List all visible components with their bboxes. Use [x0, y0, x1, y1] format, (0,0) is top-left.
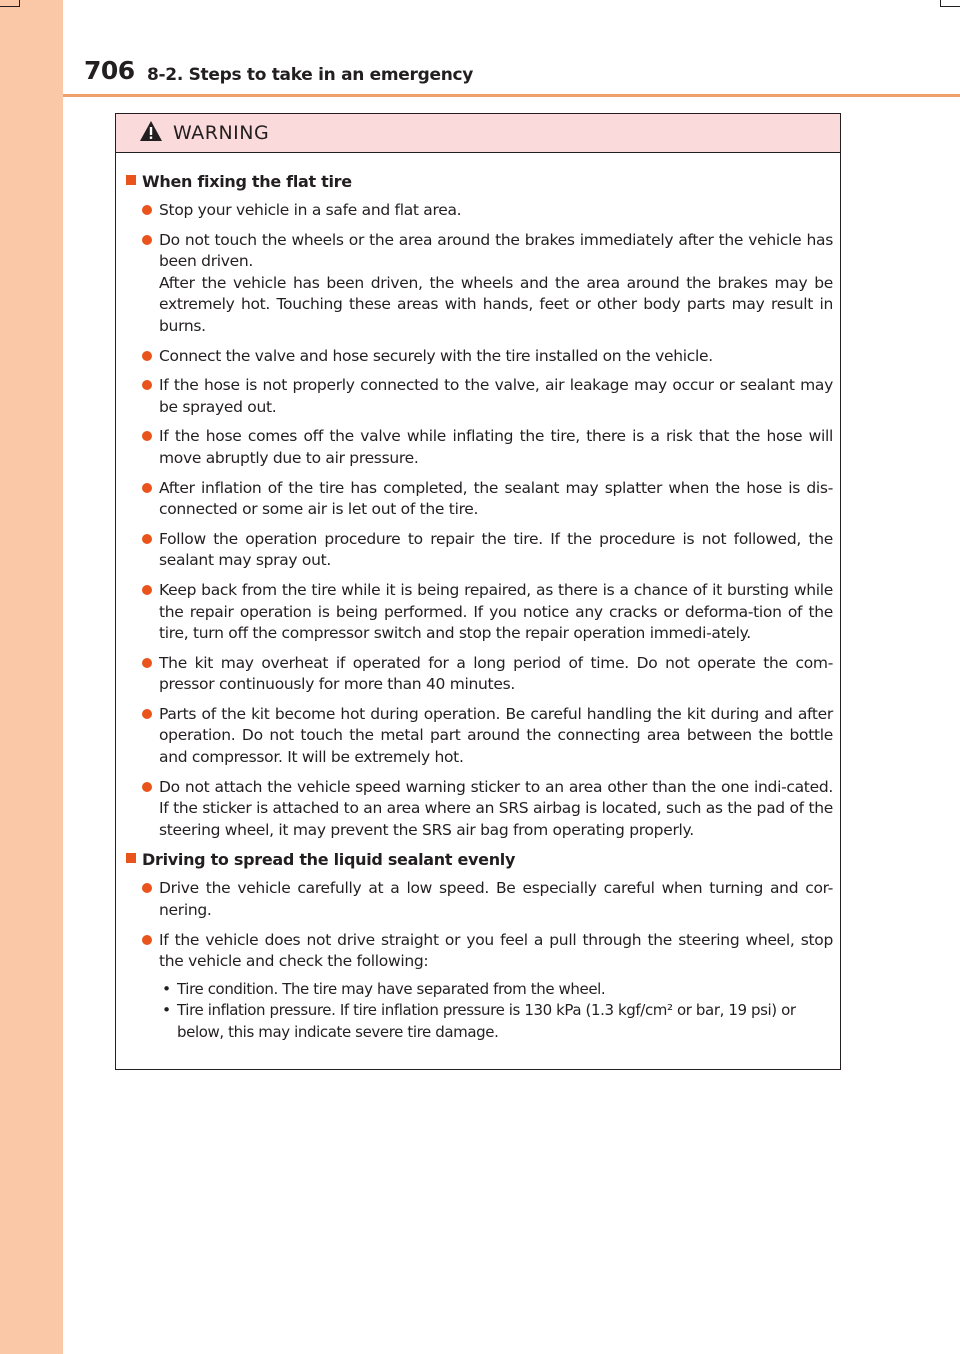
circle-bullet-icon — [142, 883, 152, 893]
side-color-band — [0, 0, 63, 1354]
bullet-text: If the hose comes off the valve while inflating the tire, there is a risk that the hose will move abruptly due to air pressure. — [159, 427, 833, 467]
warning-body — [116, 153, 840, 1044]
circle-bullet-icon — [142, 380, 152, 390]
warning-triangle-icon — [139, 120, 163, 142]
check-list — [159, 979, 833, 1044]
subheading-text: When fixing the flat tire — [142, 172, 352, 191]
warning-label: WARNING — [173, 122, 270, 144]
bullet-item — [125, 580, 833, 645]
bullet-item — [125, 878, 833, 921]
bullet-item — [125, 200, 833, 222]
check-list-text: Tire inflation pressure. If tire inflation pressure is 130 kPa (1.3 kgf/cm² or bar, 19 psi) or below, this may indicate severe tire damage. — [177, 1001, 796, 1041]
warning-subheading — [125, 171, 833, 192]
square-bullet-icon — [126, 853, 136, 863]
section-title: 8-2. Steps to take in an emergency — [147, 65, 474, 85]
bullet-item — [125, 653, 833, 696]
bullet-text: Do not attach the vehicle speed warning sticker to an area other than the one indi-cated. If the sticker is attached to an area where an SRS airbag is located, such as the pad of the steering wheel, it may prevent the SRS air bag from operating properly. — [159, 777, 833, 839]
bullet-item — [125, 529, 833, 572]
bullet-text: Connect the valve and hose securely with the tire installed on the vehicle. — [159, 346, 713, 365]
bullet-item — [125, 346, 833, 368]
bullet-text: If the hose is not properly connected to the valve, air leakage may occur or sealant may be sprayed out. — [159, 376, 833, 416]
circle-bullet-icon — [142, 782, 152, 792]
crop-mark-right-h — [940, 6, 960, 7]
bullet-item — [125, 230, 833, 338]
warning-header — [116, 114, 840, 153]
check-list-text: Tire condition. The tire may have separated from the wheel. — [177, 979, 606, 998]
circle-bullet-icon — [142, 431, 152, 441]
bullet-item — [125, 375, 833, 418]
header-rule — [63, 94, 960, 97]
warning-box — [115, 113, 841, 1070]
bullet-text: After inflation of the tire has completed, the sealant may splatter when the hose is dis-connected or some air is let out of the tire. — [159, 478, 833, 519]
circle-bullet-icon — [142, 585, 152, 595]
bullet-text: Do not touch the wheels or the area around the brakes immediately after the vehicle has been driven. — [159, 230, 833, 271]
warning-subheading — [125, 849, 833, 870]
bullet-item — [125, 704, 833, 769]
circle-bullet-icon — [142, 351, 152, 361]
bullet-item — [125, 777, 833, 842]
circle-bullet-icon — [142, 935, 152, 945]
bullet-text: Stop your vehicle in a safe and flat area. — [159, 201, 462, 219]
bullet-text: If the vehicle does not drive straight or you feel a pull through the steering wheel, stop the vehicle and check the following: — [159, 930, 833, 971]
crop-mark-left-h — [0, 6, 20, 7]
bullet-item — [125, 478, 833, 521]
circle-bullet-icon — [142, 205, 152, 215]
bullet-text: Keep back from the tire while it is being repaired, as there is a chance of it bursting while the repair operation is being performed. If you notice any cracks or deforma-tion of the tire, turn off the compressor switch and stop the repair operation immedi-ately. — [159, 580, 833, 643]
bullet-detail-text: After the vehicle has been driven, the wheels and the area around the brakes may be extremely hot. Touching these areas with hands, feet or other body parts may result in burns. — [159, 273, 833, 335]
page-number: 706 — [84, 56, 135, 85]
circle-bullet-icon — [142, 658, 152, 668]
bullet-text: Follow the operation procedure to repair the tire. If the procedure is not followed, the sealant may spray out. — [159, 529, 833, 570]
check-list-item — [159, 979, 833, 1001]
circle-bullet-icon — [142, 483, 152, 493]
square-bullet-icon — [126, 175, 136, 185]
dot-bullet-icon: • — [162, 979, 172, 998]
bullet-text: Parts of the kit become hot during operation. Be careful handling the kit during and after operation. Do not touch the metal part around the connecting area between the bottle and compressor. It will be extremely hot. — [159, 704, 833, 767]
circle-bullet-icon — [142, 534, 152, 544]
bullet-item — [125, 426, 833, 469]
bullet-text: The kit may overheat if operated for a long period of time. Do not operate the com-pressor continuously for more than 40 minutes. — [159, 653, 833, 694]
circle-bullet-icon — [142, 235, 152, 245]
bullet-text: Drive the vehicle carefully at a low speed. Be especially careful when turning and cor-nering. — [159, 879, 833, 920]
subheading-text: Driving to spread the liquid sealant evenly — [142, 850, 516, 870]
check-list-item — [159, 1000, 833, 1043]
bullet-item — [125, 930, 833, 1044]
circle-bullet-icon — [142, 709, 152, 719]
dot-bullet-icon: • — [162, 1001, 172, 1020]
